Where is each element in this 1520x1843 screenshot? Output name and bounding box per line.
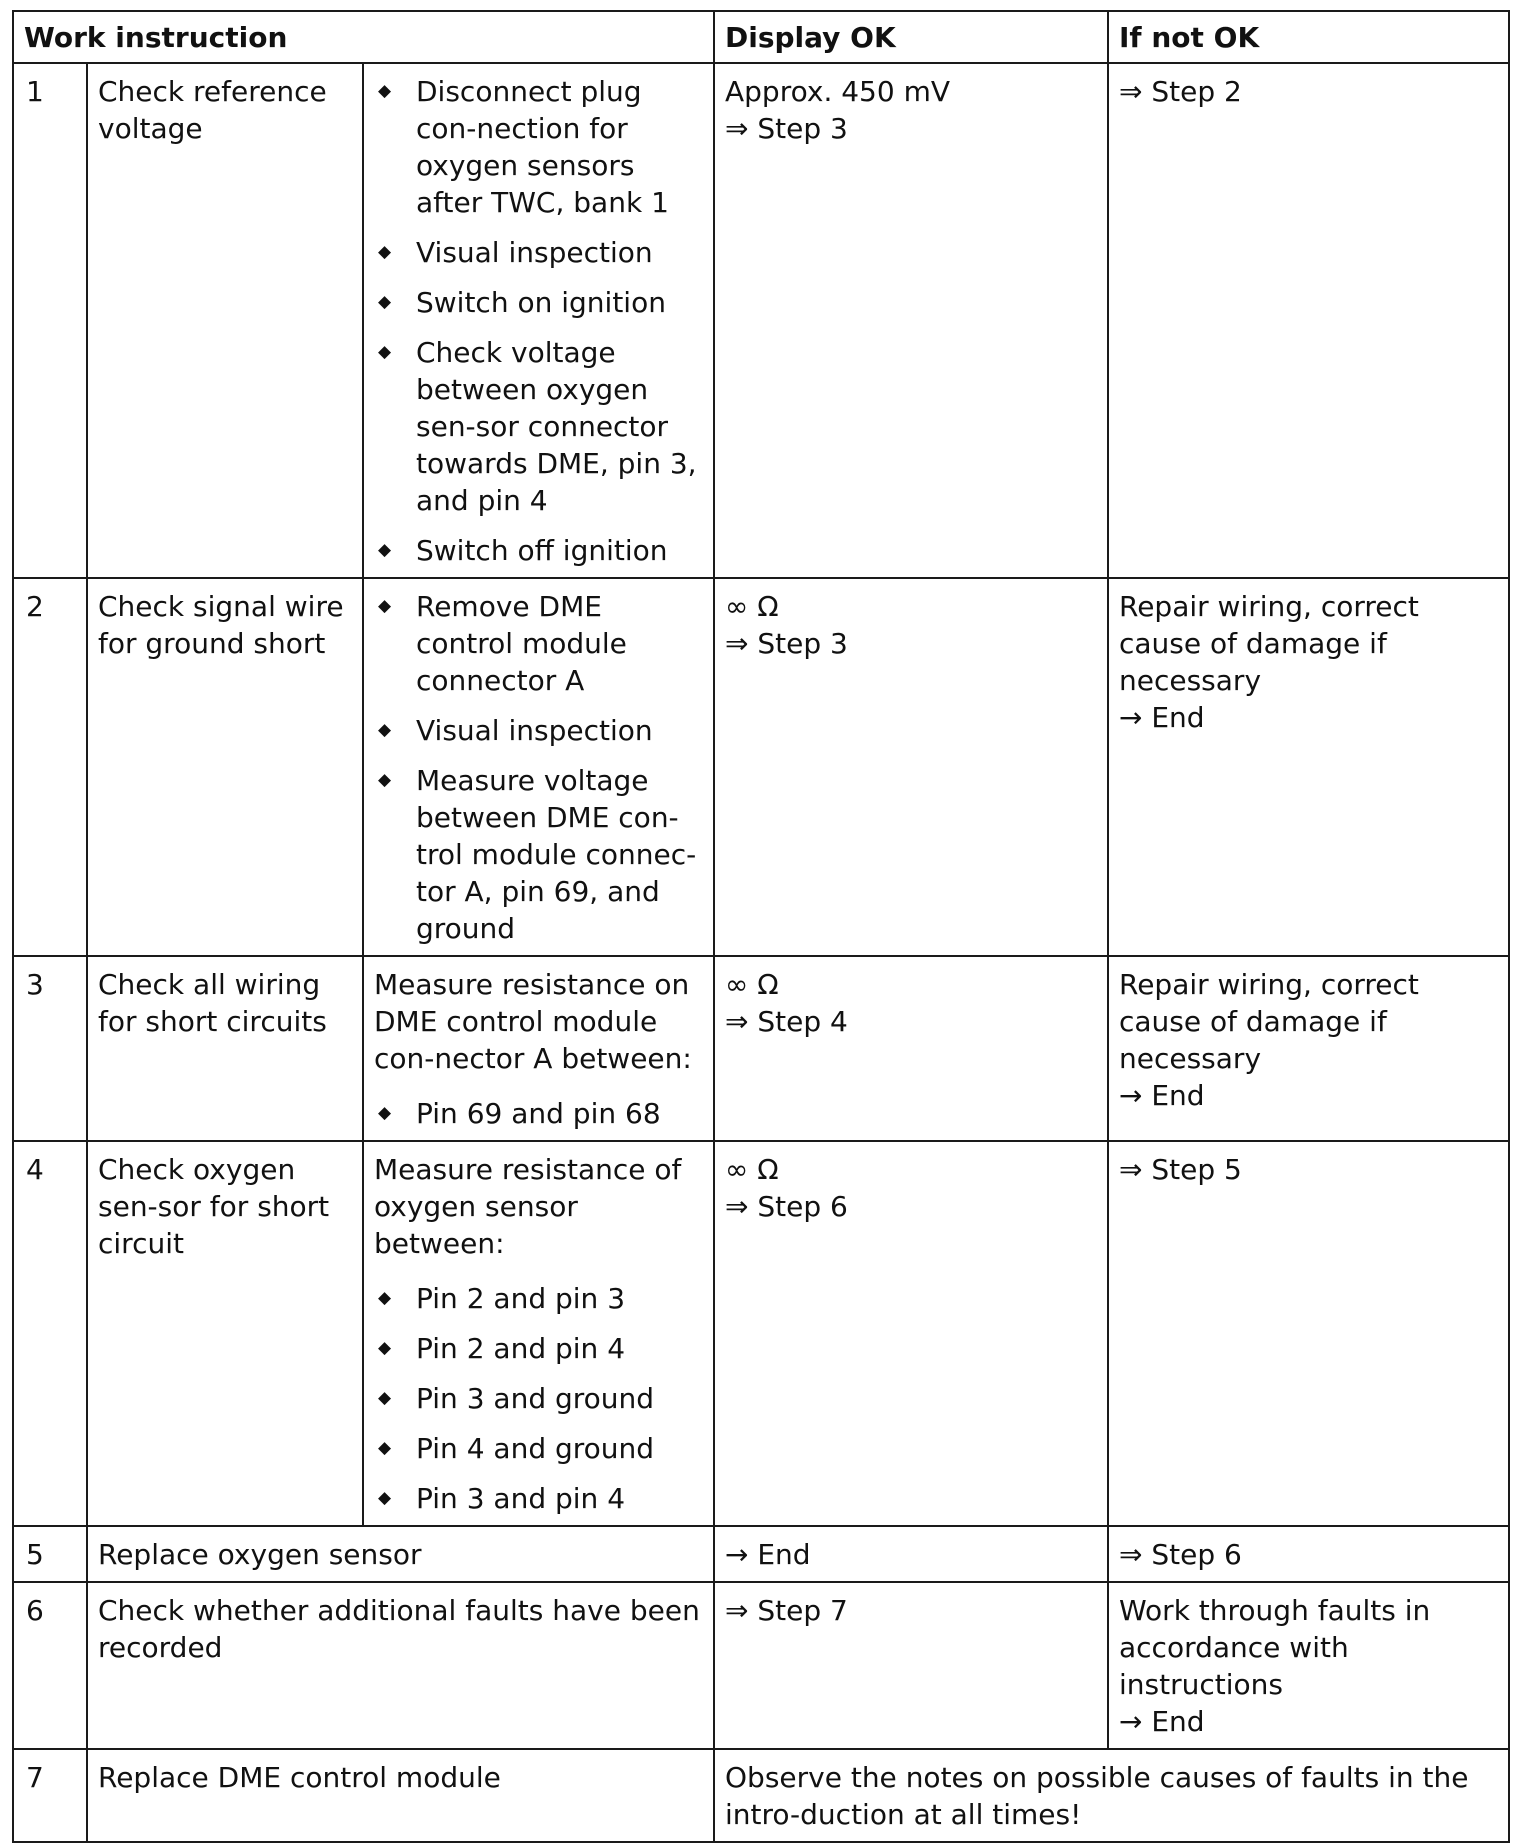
display-ok-line: ∞ Ω	[725, 590, 779, 623]
table-row	[13, 578, 1509, 956]
bullet-item: ◆ Check voltage between oxygen sen-sor connector towards DME, pin 3, and pin 4	[374, 334, 703, 519]
step-number: 2	[13, 578, 87, 956]
display-ok-line: Approx. 450 mV	[725, 75, 951, 108]
bullet-item: ◆ Pin 3 and pin 4	[374, 1480, 703, 1517]
bullet-item: ◆ Switch on ignition	[374, 284, 703, 321]
if-not-ok-line: Repair wiring, correct cause of damage if necessary	[1119, 590, 1419, 697]
bullet-item: ◆ Visual inspection	[374, 234, 703, 271]
step-procedure	[363, 1141, 714, 1526]
bullet-list	[374, 588, 703, 947]
step-check: Check whether additional faults have been recorded	[87, 1582, 714, 1749]
step-check: Check oxygen sen-sor for short circuit	[87, 1141, 363, 1526]
step-check: Check reference voltage	[87, 63, 363, 578]
step-check: Check all wiring for short circuits	[87, 956, 363, 1141]
header-display-ok: Display OK	[714, 11, 1108, 63]
work-instruction-table	[12, 10, 1510, 1843]
display-ok-line: ⇒ Step 4	[725, 1005, 848, 1038]
if-not-ok-line: → End	[1119, 1705, 1205, 1738]
step-check: Check signal wire for ground short	[87, 578, 363, 956]
if-not-ok-cell	[1108, 1526, 1509, 1582]
header-work-instruction: Work instruction	[13, 11, 714, 63]
bullet-item: ◆ Switch off ignition	[374, 532, 703, 569]
header-if-not-ok: If not OK	[1108, 11, 1509, 63]
if-not-ok-line: Repair wiring, correct cause of damage if necessary	[1119, 968, 1419, 1075]
display-ok-line: ⇒ Step 7	[725, 1594, 848, 1627]
step-number: 7	[13, 1749, 87, 1842]
observe-note: Observe the notes on possible causes of faults in the intro-duction at all times!	[714, 1749, 1509, 1842]
display-ok-line: ⇒ Step 3	[725, 627, 848, 660]
display-ok-cell	[714, 578, 1108, 956]
table-row	[13, 1582, 1509, 1749]
step-number: 5	[13, 1526, 87, 1582]
if-not-ok-line: → End	[1119, 701, 1205, 734]
if-not-ok-cell	[1108, 956, 1509, 1141]
display-ok-line: ∞ Ω	[725, 1153, 779, 1186]
table-row	[13, 1526, 1509, 1582]
bullet-item: ◆ Disconnect plug con-nection for oxygen sensors after TWC, bank 1	[374, 73, 703, 221]
bullet-item: ◆ Measure voltage between DME con-trol module connec-tor A, pin 69, and ground	[374, 762, 703, 947]
if-not-ok-line: → End	[1119, 1079, 1205, 1112]
step-procedure	[363, 63, 714, 578]
step-number: 3	[13, 956, 87, 1141]
if-not-ok-line: ⇒ Step 5	[1119, 1153, 1242, 1186]
procedure-intro: Measure resistance on DME control module con-nector A between:	[374, 968, 692, 1075]
step-procedure	[363, 956, 714, 1141]
step-number: 4	[13, 1141, 87, 1526]
bullet-item: ◆ Pin 69 and pin 68	[374, 1095, 703, 1132]
display-ok-line: → End	[725, 1538, 811, 1571]
display-ok-cell	[714, 1582, 1108, 1749]
if-not-ok-cell	[1108, 1141, 1509, 1526]
table-row	[13, 1141, 1509, 1526]
step-number: 6	[13, 1582, 87, 1749]
if-not-ok-cell	[1108, 578, 1509, 956]
step-check: Replace DME control module	[87, 1749, 714, 1842]
if-not-ok-cell	[1108, 1582, 1509, 1749]
bullet-item: ◆ Pin 4 and ground	[374, 1430, 703, 1467]
bullet-list	[374, 1095, 703, 1132]
bullet-item: ◆ Pin 3 and ground	[374, 1380, 703, 1417]
if-not-ok-line: ⇒ Step 6	[1119, 1538, 1242, 1571]
bullet-list	[374, 1280, 703, 1517]
procedure-intro: Measure resistance of oxygen sensor between:	[374, 1153, 682, 1260]
table-row	[13, 956, 1509, 1141]
display-ok-cell	[714, 1526, 1108, 1582]
table-row	[13, 63, 1509, 578]
display-ok-line: ∞ Ω	[725, 968, 779, 1001]
if-not-ok-cell	[1108, 63, 1509, 578]
display-ok-cell	[714, 956, 1108, 1141]
table-row	[13, 1749, 1509, 1842]
bullet-list	[374, 73, 703, 569]
step-procedure	[363, 578, 714, 956]
display-ok-line: ⇒ Step 6	[725, 1190, 848, 1223]
display-ok-line: ⇒ Step 3	[725, 112, 848, 145]
step-check: Replace oxygen sensor	[87, 1526, 714, 1582]
display-ok-cell	[714, 63, 1108, 578]
bullet-item: ◆ Pin 2 and pin 4	[374, 1330, 703, 1367]
display-ok-cell	[714, 1141, 1108, 1526]
if-not-ok-line: ⇒ Step 2	[1119, 75, 1242, 108]
bullet-item: ◆ Pin 2 and pin 3	[374, 1280, 703, 1317]
bullet-item: ◆ Remove DME control module connector A	[374, 588, 703, 699]
step-number: 1	[13, 63, 87, 578]
if-not-ok-line: Work through faults in accordance with instructions	[1119, 1594, 1431, 1701]
bullet-item: ◆ Visual inspection	[374, 712, 703, 749]
header-row	[13, 11, 1509, 63]
